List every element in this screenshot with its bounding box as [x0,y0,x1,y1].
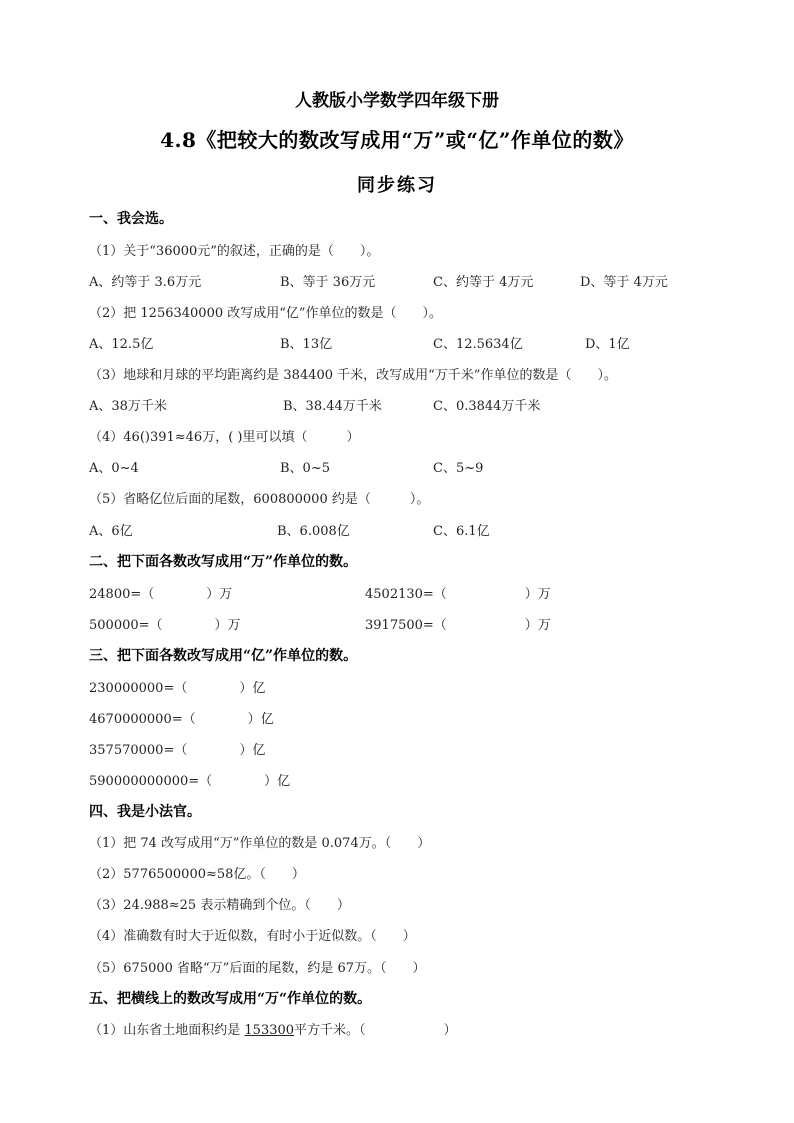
question-1-4: （4）46()391≈46万，( )里可以填（ ） [89,430,360,445]
q1-3-option-a: A、38万千米 [89,399,167,414]
section-2-item-4: 3917500=（ ）万 [365,618,551,633]
judgment-1: （1）把 74 改写成用“万”作单位的数是 0.074万。（ ） [89,836,431,851]
q1-1-option-b: B、等于 36万元 [280,275,376,290]
judgment-2: （2）5776500000≈58亿。（ ） [89,867,305,882]
judgment-3: （3）24.988≈25 表示精确到个位。（ ） [89,898,350,913]
q1-1-option-d: D、等于 4万元 [580,275,668,290]
section-4-heading: 四、我是小法官。 [89,804,201,820]
q1-1-option-a: A、约等于 3.6万元 [89,275,202,290]
q1-2-option-d: D、1亿 [585,337,630,352]
section-3-item-3: 357570000=（ ）亿 [89,743,266,758]
q5-1-underlined-number: 153300 [244,1023,295,1038]
q1-4-option-b: B、0~5 [280,461,330,476]
q1-5-option-b: B、6.008亿 [277,524,350,539]
section-1-heading: 一、我会选。 [89,211,173,227]
section-3-item-4: 590000000000=（ ）亿 [89,774,291,789]
q1-2-option-a: A、12.5亿 [89,337,154,352]
q1-3-option-c: C、0.3844万千米 [433,399,541,414]
q1-5-option-a: A、6亿 [89,524,133,539]
section-3-heading: 三、把下面各数改写成用“亿”作单位的数。 [89,648,358,664]
q1-5-option-c: C、6.1亿 [433,524,490,539]
question-1-1: （1）关于“36000元”的叙述，正确的是（ ）。 [89,244,380,259]
question-1-5: （5）省略亿位后面的尾数，600800000 约是（ ）。 [89,492,430,507]
section-3-item-1: 230000000=（ ）亿 [89,681,266,696]
judgment-5: （5）675000 省略“万”后面的尾数，约是 67万。（ ） [89,961,426,976]
section-2-item-3: 500000=（ ）万 [89,618,241,633]
q1-4-option-a: A、0~4 [89,461,139,476]
q1-2-option-c: C、12.5634亿 [433,337,523,352]
q5-1-text-after: 平方千米。（ ） [294,1023,457,1038]
exercise-title: 同步练习 [357,175,437,196]
section-5-question-1 [89,1019,457,1038]
book-title: 人教版小学数学四年级下册 [295,91,499,111]
section-2-item-1: 24800=（ ）万 [89,587,233,602]
section-5-heading: 五、把横线上的数改写成用“万“作单位的数。 [89,991,372,1007]
judgment-4: （4）准确数有时大于近似数，有时小于近似数。（ ） [89,929,416,944]
section-2-item-2: 4502130=（ ）万 [365,587,551,602]
section-3-item-2: 4670000000=（ ）亿 [89,712,274,727]
q1-2-option-b: B、13亿 [280,337,333,352]
q1-1-option-c: C、约等于 4万元 [433,275,534,290]
section-2-heading: 二、把下面各数改写成用“万”作单位的数。 [89,554,358,570]
question-1-2: （2）把 1256340000 改写成用“亿”作单位的数是（ ）。 [89,306,443,321]
q1-3-option-b: B、38.44万千米 [283,399,382,414]
lesson-title: 4.8《把较大的数改写成用“万”或“亿”作单位的数》 [160,128,634,152]
question-1-3: （3）地球和月球的平均距离约是 384400 千米，改写成用“万千米”作单位的数是（ ）。 [89,368,617,383]
q5-1-text-before: （1）山东省土地面积约是 [89,1023,245,1038]
q1-4-option-c: C、5~9 [433,461,484,476]
